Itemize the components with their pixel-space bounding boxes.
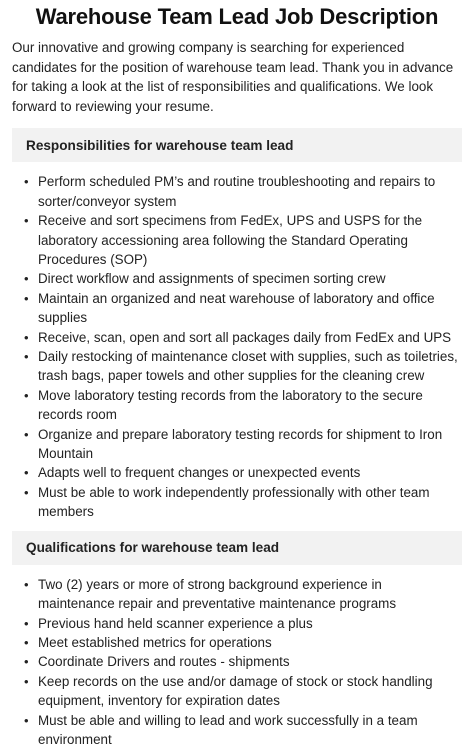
responsibility-text: Receive, scan, open and sort all packages daily from FedEx and UPS	[38, 329, 452, 345]
qualification-text: Must be able and willing to lead and work successfully in a team environment	[38, 712, 418, 747]
responsibility-text: Adapts well to frequent changes or unexpected events	[38, 465, 361, 481]
responsibility-item	[22, 463, 462, 482]
qualification-item	[22, 633, 462, 652]
bullet-icon: •	[24, 615, 29, 631]
bullet-icon: •	[24, 465, 29, 481]
bullet-icon: •	[24, 329, 29, 345]
bullet-icon: •	[24, 654, 29, 670]
bullet-icon: •	[24, 387, 29, 403]
bullet-icon: •	[24, 576, 29, 592]
responsibility-item	[22, 269, 462, 288]
responsibility-text: Direct workflow and assignments of specimen sorting crew	[38, 271, 386, 287]
qualification-text: Keep records on the use and/or damage of stock or stock handling equipment, inventory for expiration dates	[38, 673, 433, 709]
responsibility-text: Organize and prepare laboratory testing records for shipment to Iron Mountain	[38, 426, 443, 462]
responsibility-text: Receive and sort specimens from FedEx, UPS and USPS for the laboratory accessioning area following the Standard Operating Procedures (SOP)	[38, 213, 423, 267]
qualification-item	[22, 614, 462, 633]
responsibility-text: Maintain an organized and neat warehouse of laboratory and office supplies	[38, 290, 435, 326]
responsibility-item	[22, 211, 462, 269]
responsibility-text: Perform scheduled PM’s and routine troubleshooting and repairs to sorter/conveyor system	[38, 174, 436, 209]
qualification-text: Meet established metrics for operations	[38, 634, 272, 650]
qualification-text: Coordinate Drivers and routes - shipments	[38, 654, 290, 670]
responsibility-item	[22, 172, 462, 211]
responsibility-item	[22, 328, 462, 347]
bullet-icon: •	[24, 174, 29, 190]
bullet-icon: •	[24, 349, 29, 365]
responsibilities-list	[22, 172, 462, 521]
responsibility-text: Daily restocking of maintenance closet with supplies, such as toiletries, trash bags, paper towels and other supplies for the cleaning crew	[38, 349, 458, 384]
qualifications-list	[22, 575, 462, 749]
qualification-item	[22, 575, 462, 614]
qualifications-header: Qualifications for warehouse team lead	[12, 531, 462, 565]
bullet-icon: •	[24, 271, 29, 287]
bullet-icon: •	[24, 673, 29, 689]
bullet-icon: •	[24, 712, 29, 728]
responsibility-text: Must be able to work independently professionally with other team members	[38, 484, 430, 520]
responsibilities-header: Responsibilities for warehouse team lead	[12, 128, 462, 162]
responsibility-item	[22, 289, 462, 328]
bullet-icon: •	[24, 290, 29, 306]
responsibility-item	[22, 347, 462, 386]
intro-paragraph: Our innovative and growing company is searching for experienced candidates for the position of warehouse team lead. Thank you in advance for taking a look at the list of responsibilities and qualifications. We look forward to reviewing your resume.	[12, 40, 454, 114]
qualification-item	[22, 711, 462, 749]
qualification-item	[22, 652, 462, 671]
responsibility-item	[22, 425, 462, 464]
responsibility-item	[22, 483, 462, 522]
bullet-icon: •	[24, 426, 29, 442]
qualification-text: Two (2) years or more of strong background experience in maintenance repair and preventative maintenance programs	[38, 576, 397, 612]
page-title: Warehouse Team Lead Job Description	[35, 4, 439, 29]
responsibility-text: Move laboratory testing records from the laboratory to the secure records room	[38, 387, 423, 423]
bullet-icon: •	[24, 484, 29, 500]
qualification-item	[22, 672, 462, 711]
responsibility-item	[22, 386, 462, 425]
bullet-icon: •	[24, 634, 29, 650]
qualification-text: Previous hand held scanner experience a plus	[38, 615, 313, 631]
bullet-icon: •	[24, 213, 29, 229]
